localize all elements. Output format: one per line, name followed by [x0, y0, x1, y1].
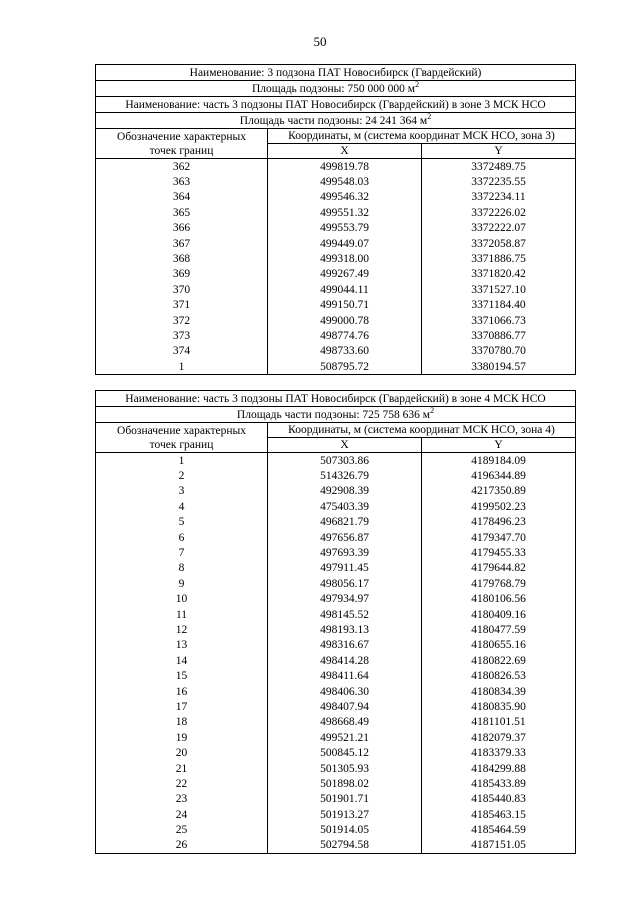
y-coordinate-cell: 3370886.77: [422, 328, 576, 343]
table-row: [96, 653, 576, 668]
point-number-cell: 14: [96, 653, 268, 668]
table-row: [96, 205, 576, 220]
point-number-cell: 366: [96, 221, 268, 236]
point-number-cell: 23: [96, 792, 268, 807]
table-row: [96, 468, 576, 483]
y-coordinate-cell: 3372226.02: [422, 205, 576, 220]
x-coordinate-cell: 499150.71: [268, 298, 422, 313]
y-coordinate-cell: 4196344.89: [422, 468, 576, 483]
table-row: [96, 298, 576, 313]
table-row: [96, 545, 576, 560]
point-number-cell: 26: [96, 838, 268, 854]
x-coordinate-cell: 499548.03: [268, 174, 422, 189]
coordinates-table-zone-3: [95, 64, 576, 375]
point-number-cell: 10: [96, 592, 268, 607]
part-area-unit-sup: 2: [430, 406, 435, 415]
x-coordinate-cell: 508795.72: [268, 359, 422, 375]
y-coordinate-cell: 4180477.59: [422, 622, 576, 637]
part-name: Наименование: часть 3 подзоны ПАТ Новосибирск (Гвардейский) в зоне 4 МСК НСО: [96, 391, 576, 407]
table-row: [96, 190, 576, 205]
point-number-cell: 362: [96, 159, 268, 175]
x-coordinate-cell: 498316.67: [268, 638, 422, 653]
x-coordinate-cell: 499551.32: [268, 205, 422, 220]
point-number-cell: 363: [96, 174, 268, 189]
table-row: [96, 221, 576, 236]
point-number-cell: 3: [96, 484, 268, 499]
point-number-cell: 7: [96, 545, 268, 560]
table-row: [96, 684, 576, 699]
subzone-area-row: [96, 81, 576, 97]
table-row: [96, 807, 576, 822]
point-number-cell: 368: [96, 251, 268, 266]
table-row: [96, 668, 576, 683]
point-number-cell: 373: [96, 328, 268, 343]
y-coordinate-cell: 3380194.57: [422, 359, 576, 375]
x-coordinate-cell: 499553.79: [268, 221, 422, 236]
x-coordinate-cell: 499267.49: [268, 267, 422, 282]
table-row: [96, 251, 576, 266]
point-number-cell: 4: [96, 499, 268, 514]
point-number-cell: 372: [96, 313, 268, 328]
subzone-name-row: [96, 65, 576, 81]
col-header-point-line2: точек границ: [149, 144, 214, 157]
point-number-cell: 6: [96, 530, 268, 545]
y-coordinate-cell: 4180106.56: [422, 592, 576, 607]
x-coordinate-cell: 498407.94: [268, 699, 422, 714]
table-row: [96, 282, 576, 297]
x-coordinate-cell: 498414.28: [268, 653, 422, 668]
table-row: [96, 236, 576, 251]
table-row: [96, 515, 576, 530]
x-coordinate-cell: 497693.39: [268, 545, 422, 560]
y-coordinate-cell: 3372489.75: [422, 159, 576, 175]
point-number-cell: 16: [96, 684, 268, 699]
point-number-cell: 13: [96, 638, 268, 653]
table-row: [96, 838, 576, 854]
col-header-coordinates: Координаты, м (система координат МСК НСО, зона 4): [268, 423, 576, 438]
y-coordinate-cell: 4189184.09: [422, 453, 576, 469]
point-number-cell: 1: [96, 359, 268, 375]
y-coordinate-cell: 4179768.79: [422, 576, 576, 591]
y-coordinate-cell: 3371886.75: [422, 251, 576, 266]
y-coordinate-cell: 3372222.07: [422, 221, 576, 236]
table-row: [96, 607, 576, 622]
table-row: [96, 174, 576, 189]
point-number-cell: 9: [96, 576, 268, 591]
col-header-x: X: [268, 438, 422, 453]
x-coordinate-cell: 498193.13: [268, 622, 422, 637]
y-coordinate-cell: 4181101.51: [422, 715, 576, 730]
y-coordinate-cell: 3371820.42: [422, 267, 576, 282]
page-number: 50: [313, 34, 327, 49]
y-coordinate-cell: 3371066.73: [422, 313, 576, 328]
y-coordinate-cell: 3372234.11: [422, 190, 576, 205]
x-coordinate-cell: 501914.05: [268, 822, 422, 837]
point-number-cell: 371: [96, 298, 268, 313]
table-row: [96, 792, 576, 807]
x-coordinate-cell: 498668.49: [268, 715, 422, 730]
y-coordinate-cell: 4179347.70: [422, 530, 576, 545]
point-number-cell: 367: [96, 236, 268, 251]
col-header-point-line2: точек границ: [149, 438, 214, 451]
y-coordinate-cell: 4180835.90: [422, 699, 576, 714]
x-coordinate-cell: 497656.87: [268, 530, 422, 545]
point-number-cell: 365: [96, 205, 268, 220]
y-coordinate-cell: 4180834.39: [422, 684, 576, 699]
point-number-cell: 20: [96, 745, 268, 760]
col-header-y: Y: [422, 144, 576, 159]
point-number-cell: 8: [96, 561, 268, 576]
point-number-cell: 1: [96, 453, 268, 469]
x-coordinate-cell: 499819.78: [268, 159, 422, 175]
x-coordinate-cell: 507303.86: [268, 453, 422, 469]
x-coordinate-cell: 498411.64: [268, 668, 422, 683]
y-coordinate-cell: 3371184.40: [422, 298, 576, 313]
x-coordinate-cell: 498733.60: [268, 344, 422, 359]
x-coordinate-cell: 497911.45: [268, 561, 422, 576]
col-header-coordinates: Координаты, м (система координат МСК НСО, зона 3): [268, 129, 576, 144]
table-row: [96, 267, 576, 282]
x-coordinate-cell: 498774.76: [268, 328, 422, 343]
table-row: [96, 484, 576, 499]
col-header-y: Y: [422, 438, 576, 453]
y-coordinate-cell: 4184299.88: [422, 761, 576, 776]
point-number-cell: 17: [96, 699, 268, 714]
x-coordinate-cell: 497934.97: [268, 592, 422, 607]
x-coordinate-cell: 498406.30: [268, 684, 422, 699]
table-row: [96, 699, 576, 714]
table-row: [96, 715, 576, 730]
col-header-point-line1: Обозначение характерных: [117, 130, 246, 143]
x-coordinate-cell: 499546.32: [268, 190, 422, 205]
y-coordinate-cell: 4179644.82: [422, 561, 576, 576]
point-number-cell: 2: [96, 468, 268, 483]
col-header-point-line1: Обозначение характерных: [117, 424, 246, 437]
point-number-cell: 374: [96, 344, 268, 359]
point-number-cell: 15: [96, 668, 268, 683]
x-coordinate-cell: 501305.93: [268, 761, 422, 776]
point-number-cell: 11: [96, 607, 268, 622]
y-coordinate-cell: 4217350.89: [422, 484, 576, 499]
part-name: Наименование: часть 3 подзоны ПАТ Новосибирск (Гвардейский) в зоне 3 МСК НСО: [96, 97, 576, 113]
part-area: [96, 407, 576, 423]
point-number-cell: 370: [96, 282, 268, 297]
point-number-cell: 21: [96, 761, 268, 776]
table-row: [96, 745, 576, 760]
table-row: [96, 592, 576, 607]
y-coordinate-cell: 4180822.69: [422, 653, 576, 668]
table-row: [96, 159, 576, 175]
table-row: [96, 822, 576, 837]
x-coordinate-cell: 499044.11: [268, 282, 422, 297]
part-area-row: [96, 407, 576, 423]
point-number-cell: 5: [96, 515, 268, 530]
table-row: [96, 638, 576, 653]
x-coordinate-cell: 501898.02: [268, 776, 422, 791]
y-coordinate-cell: 4180826.53: [422, 668, 576, 683]
y-coordinate-cell: 3372058.87: [422, 236, 576, 251]
x-coordinate-cell: 475403.39: [268, 499, 422, 514]
part-area-text: Площадь части подзоны: 725 758 636 м: [236, 408, 431, 421]
table-row: [96, 776, 576, 791]
x-coordinate-cell: 500845.12: [268, 745, 422, 760]
y-coordinate-cell: 4185464.59: [422, 822, 576, 837]
table-row: [96, 499, 576, 514]
part-area: [96, 113, 576, 129]
x-coordinate-cell: 496821.79: [268, 515, 422, 530]
y-coordinate-cell: 4185440.83: [422, 792, 576, 807]
y-coordinate-cell: 3370780.70: [422, 344, 576, 359]
y-coordinate-cell: 4185433.89: [422, 776, 576, 791]
part-name-row: [96, 97, 576, 113]
x-coordinate-cell: 492908.39: [268, 484, 422, 499]
col-header-x: X: [268, 144, 422, 159]
subzone-area-unit-sup: 2: [415, 80, 420, 89]
x-coordinate-cell: 501913.27: [268, 807, 422, 822]
y-coordinate-cell: 3372235.55: [422, 174, 576, 189]
x-coordinate-cell: 499521.21: [268, 730, 422, 745]
y-coordinate-cell: 4180655.16: [422, 638, 576, 653]
point-number-cell: 25: [96, 822, 268, 837]
point-number-cell: 369: [96, 267, 268, 282]
table-row: [96, 576, 576, 591]
x-coordinate-cell: 499000.78: [268, 313, 422, 328]
part-area-unit-sup: 2: [427, 112, 432, 121]
table-row: [96, 359, 576, 375]
part-area-row: [96, 113, 576, 129]
point-number-cell: 19: [96, 730, 268, 745]
x-coordinate-cell: 499318.00: [268, 251, 422, 266]
x-coordinate-cell: 498145.52: [268, 607, 422, 622]
x-coordinate-cell: 514326.79: [268, 468, 422, 483]
y-coordinate-cell: 4185463.15: [422, 807, 576, 822]
part-area-text: Площадь части подзоны: 24 241 364 м: [239, 114, 428, 127]
point-number-cell: 12: [96, 622, 268, 637]
table-row: [96, 328, 576, 343]
point-number-cell: 22: [96, 776, 268, 791]
point-number-cell: 18: [96, 715, 268, 730]
subzone-area-text: Площадь подзоны: 750 000 000 м: [251, 82, 416, 95]
table-row: [96, 453, 576, 469]
y-coordinate-cell: 4178496.23: [422, 515, 576, 530]
subzone-name: Наименование: 3 подзона ПАТ Новосибирск (Гвардейский): [96, 65, 576, 81]
table-row: [96, 761, 576, 776]
table-row: [96, 622, 576, 637]
coordinates-table-zone-4: [95, 390, 576, 854]
y-coordinate-cell: 4180409.16: [422, 607, 576, 622]
part-name-row: [96, 391, 576, 407]
y-coordinate-cell: 3371527.10: [422, 282, 576, 297]
y-coordinate-cell: 4182079.37: [422, 730, 576, 745]
y-coordinate-cell: 4199502.23: [422, 499, 576, 514]
subzone-area: [96, 81, 576, 97]
point-number-cell: 364: [96, 190, 268, 205]
point-number-cell: 24: [96, 807, 268, 822]
table-row: [96, 530, 576, 545]
y-coordinate-cell: 4187151.05: [422, 838, 576, 854]
table-row: [96, 344, 576, 359]
col-header-point: [96, 423, 268, 453]
x-coordinate-cell: 501901.71: [268, 792, 422, 807]
x-coordinate-cell: 502794.58: [268, 838, 422, 854]
col-header-point: [96, 129, 268, 159]
x-coordinate-cell: 498056.17: [268, 576, 422, 591]
y-coordinate-cell: 4179455.33: [422, 545, 576, 560]
table-row: [96, 313, 576, 328]
x-coordinate-cell: 499449.07: [268, 236, 422, 251]
table-row: [96, 561, 576, 576]
table-row: [96, 730, 576, 745]
y-coordinate-cell: 4183379.33: [422, 745, 576, 760]
